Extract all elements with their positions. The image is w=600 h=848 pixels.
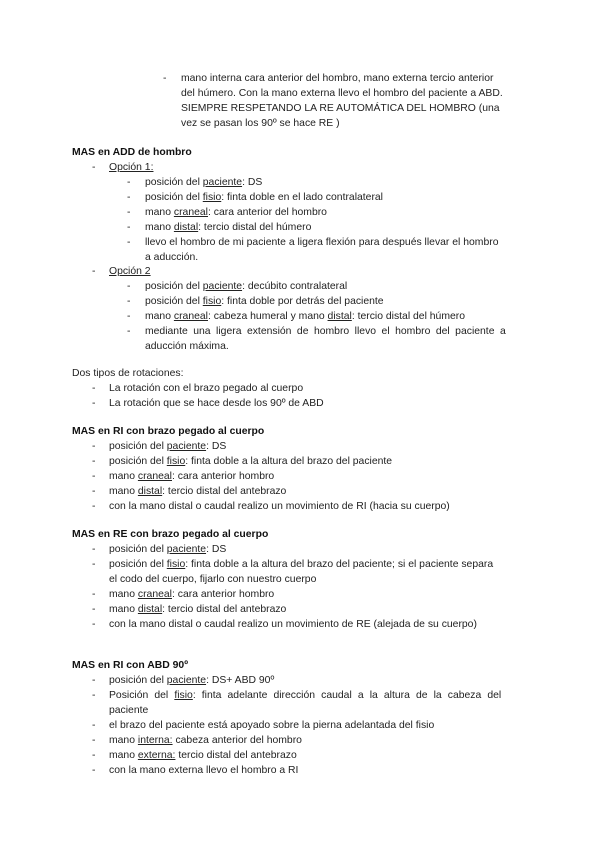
list-item: mano craneal: cara anterior del hombro xyxy=(145,207,327,218)
option-1-label: Opción 1: xyxy=(109,162,154,173)
list-item: mano distal: tercio distal del antebrazo xyxy=(109,604,287,615)
list-item: posición del paciente: decúbito contralateral xyxy=(145,281,348,292)
list-item: posición del fisio: finta doble a la altura del brazo del paciente xyxy=(109,456,393,467)
bullet-dash: - xyxy=(127,207,131,218)
list-item: mano craneal: cara anterior hombro xyxy=(109,471,275,482)
bullet-dash: - xyxy=(92,441,96,452)
bullet-dash: - xyxy=(92,501,96,512)
bullet-dash: - xyxy=(92,398,96,409)
section-heading-ri: MAS en RI con brazo pegado al cuerpo xyxy=(72,426,265,437)
list-item-continuation: a aducción. xyxy=(145,252,199,263)
list-item: posición del fisio: finta doble a la altura del brazo del paciente; si el paciente separa xyxy=(109,559,494,570)
list-item: posición del fisio: finta doble en el lado contralateral xyxy=(145,192,383,203)
list-item: Posición del fisio: finta adelante dirección caudal a la altura de la cabeza del xyxy=(109,690,502,701)
bullet-dash: - xyxy=(92,720,96,731)
bullet-dash: - xyxy=(127,222,131,233)
bullet-dash: - xyxy=(92,456,96,467)
section-heading-add: MAS en ADD de hombro xyxy=(72,147,192,158)
bullet-dash: - xyxy=(92,559,96,570)
list-item: el brazo del paciente está apoyado sobre la pierna adelantada del fisio xyxy=(109,720,435,731)
bullet-dash: - xyxy=(92,750,96,761)
list-item: mano craneal: cabeza humeral y mano distal: tercio distal del húmero xyxy=(145,311,466,322)
list-item: mano distal: tercio distal del antebrazo xyxy=(109,486,287,497)
list-item-continuation: el codo del cuerpo, fijarlo con nuestro cuerpo xyxy=(109,574,317,585)
bullet-dash: - xyxy=(92,471,96,482)
list-item: posición del fisio: finta doble por detrás del paciente xyxy=(145,296,384,307)
continuation-line-1: mano interna cara anterior del hombro, mano externa tercio anterior xyxy=(181,73,494,84)
bullet-dash: - xyxy=(92,383,96,394)
bullet-dash: - xyxy=(92,735,96,746)
list-item: llevo el hombro de mi paciente a ligera flexión para después llevar el hombro xyxy=(145,237,499,248)
list-item: mediante una ligera extensión de hombro llevo el hombro del paciente a xyxy=(145,326,506,337)
bullet-dash: - xyxy=(92,765,96,776)
bullet-dash: - xyxy=(163,73,167,84)
list-item: posición del paciente: DS xyxy=(109,544,227,555)
list-item: mano distal: tercio distal del húmero xyxy=(145,222,312,233)
bullet-dash: - xyxy=(127,237,131,248)
list-item: mano craneal: cara anterior hombro xyxy=(109,589,275,600)
option-2-label: Opción 2 xyxy=(109,266,151,277)
section-heading-re: MAS en RE con brazo pegado al cuerpo xyxy=(72,529,269,540)
bullet-dash: - xyxy=(127,326,131,337)
bullet-dash: - xyxy=(127,177,131,188)
rotations-intro: Dos tipos de rotaciones: xyxy=(72,368,184,379)
list-item: mano externa: tercio distal del antebrazo xyxy=(109,750,297,761)
continuation-line-3: SIEMPRE RESPETANDO LA RE AUTOMÁTICA DEL HOMBRO (una xyxy=(181,103,500,114)
bullet-dash: - xyxy=(92,589,96,600)
bullet-dash: - xyxy=(127,311,131,322)
bullet-dash: - xyxy=(92,675,96,686)
list-item: con la mano distal o caudal realizo un movimiento de RI (hacia su cuerpo) xyxy=(109,501,450,512)
bullet-dash: - xyxy=(127,281,131,292)
list-item: La rotación que se hace desde los 90º de ABD xyxy=(109,398,324,409)
bullet-dash: - xyxy=(92,162,96,173)
bullet-dash: - xyxy=(92,544,96,555)
bullet-dash: - xyxy=(127,296,131,307)
list-item: La rotación con el brazo pegado al cuerpo xyxy=(109,383,304,394)
list-item-continuation: paciente xyxy=(109,705,149,716)
list-item-continuation: aducción máxima. xyxy=(145,341,229,352)
continuation-line-2: del húmero. Con la mano externa llevo el hombro del paciente a ABD. xyxy=(181,88,503,99)
continuation-line-4: vez se pasan los 90º se hace RE ) xyxy=(181,118,340,129)
bullet-dash: - xyxy=(92,266,96,277)
list-item: posición del paciente: DS xyxy=(109,441,227,452)
list-item: con la mano externa llevo el hombro a RI xyxy=(109,765,299,776)
bullet-dash: - xyxy=(92,690,96,701)
bullet-dash: - xyxy=(92,486,96,497)
list-item: posición del paciente: DS xyxy=(145,177,263,188)
list-item: mano interna: cabeza anterior del hombro xyxy=(109,735,302,746)
bullet-dash: - xyxy=(92,604,96,615)
bullet-dash: - xyxy=(92,619,96,630)
section-heading-ri-abd: MAS en RI con ABD 90º xyxy=(72,660,188,671)
list-item: con la mano distal o caudal realizo un movimiento de RE (alejada de su cuerpo) xyxy=(109,619,477,630)
list-item: posición del paciente: DS+ ABD 90º xyxy=(109,675,275,686)
bullet-dash: - xyxy=(127,192,131,203)
